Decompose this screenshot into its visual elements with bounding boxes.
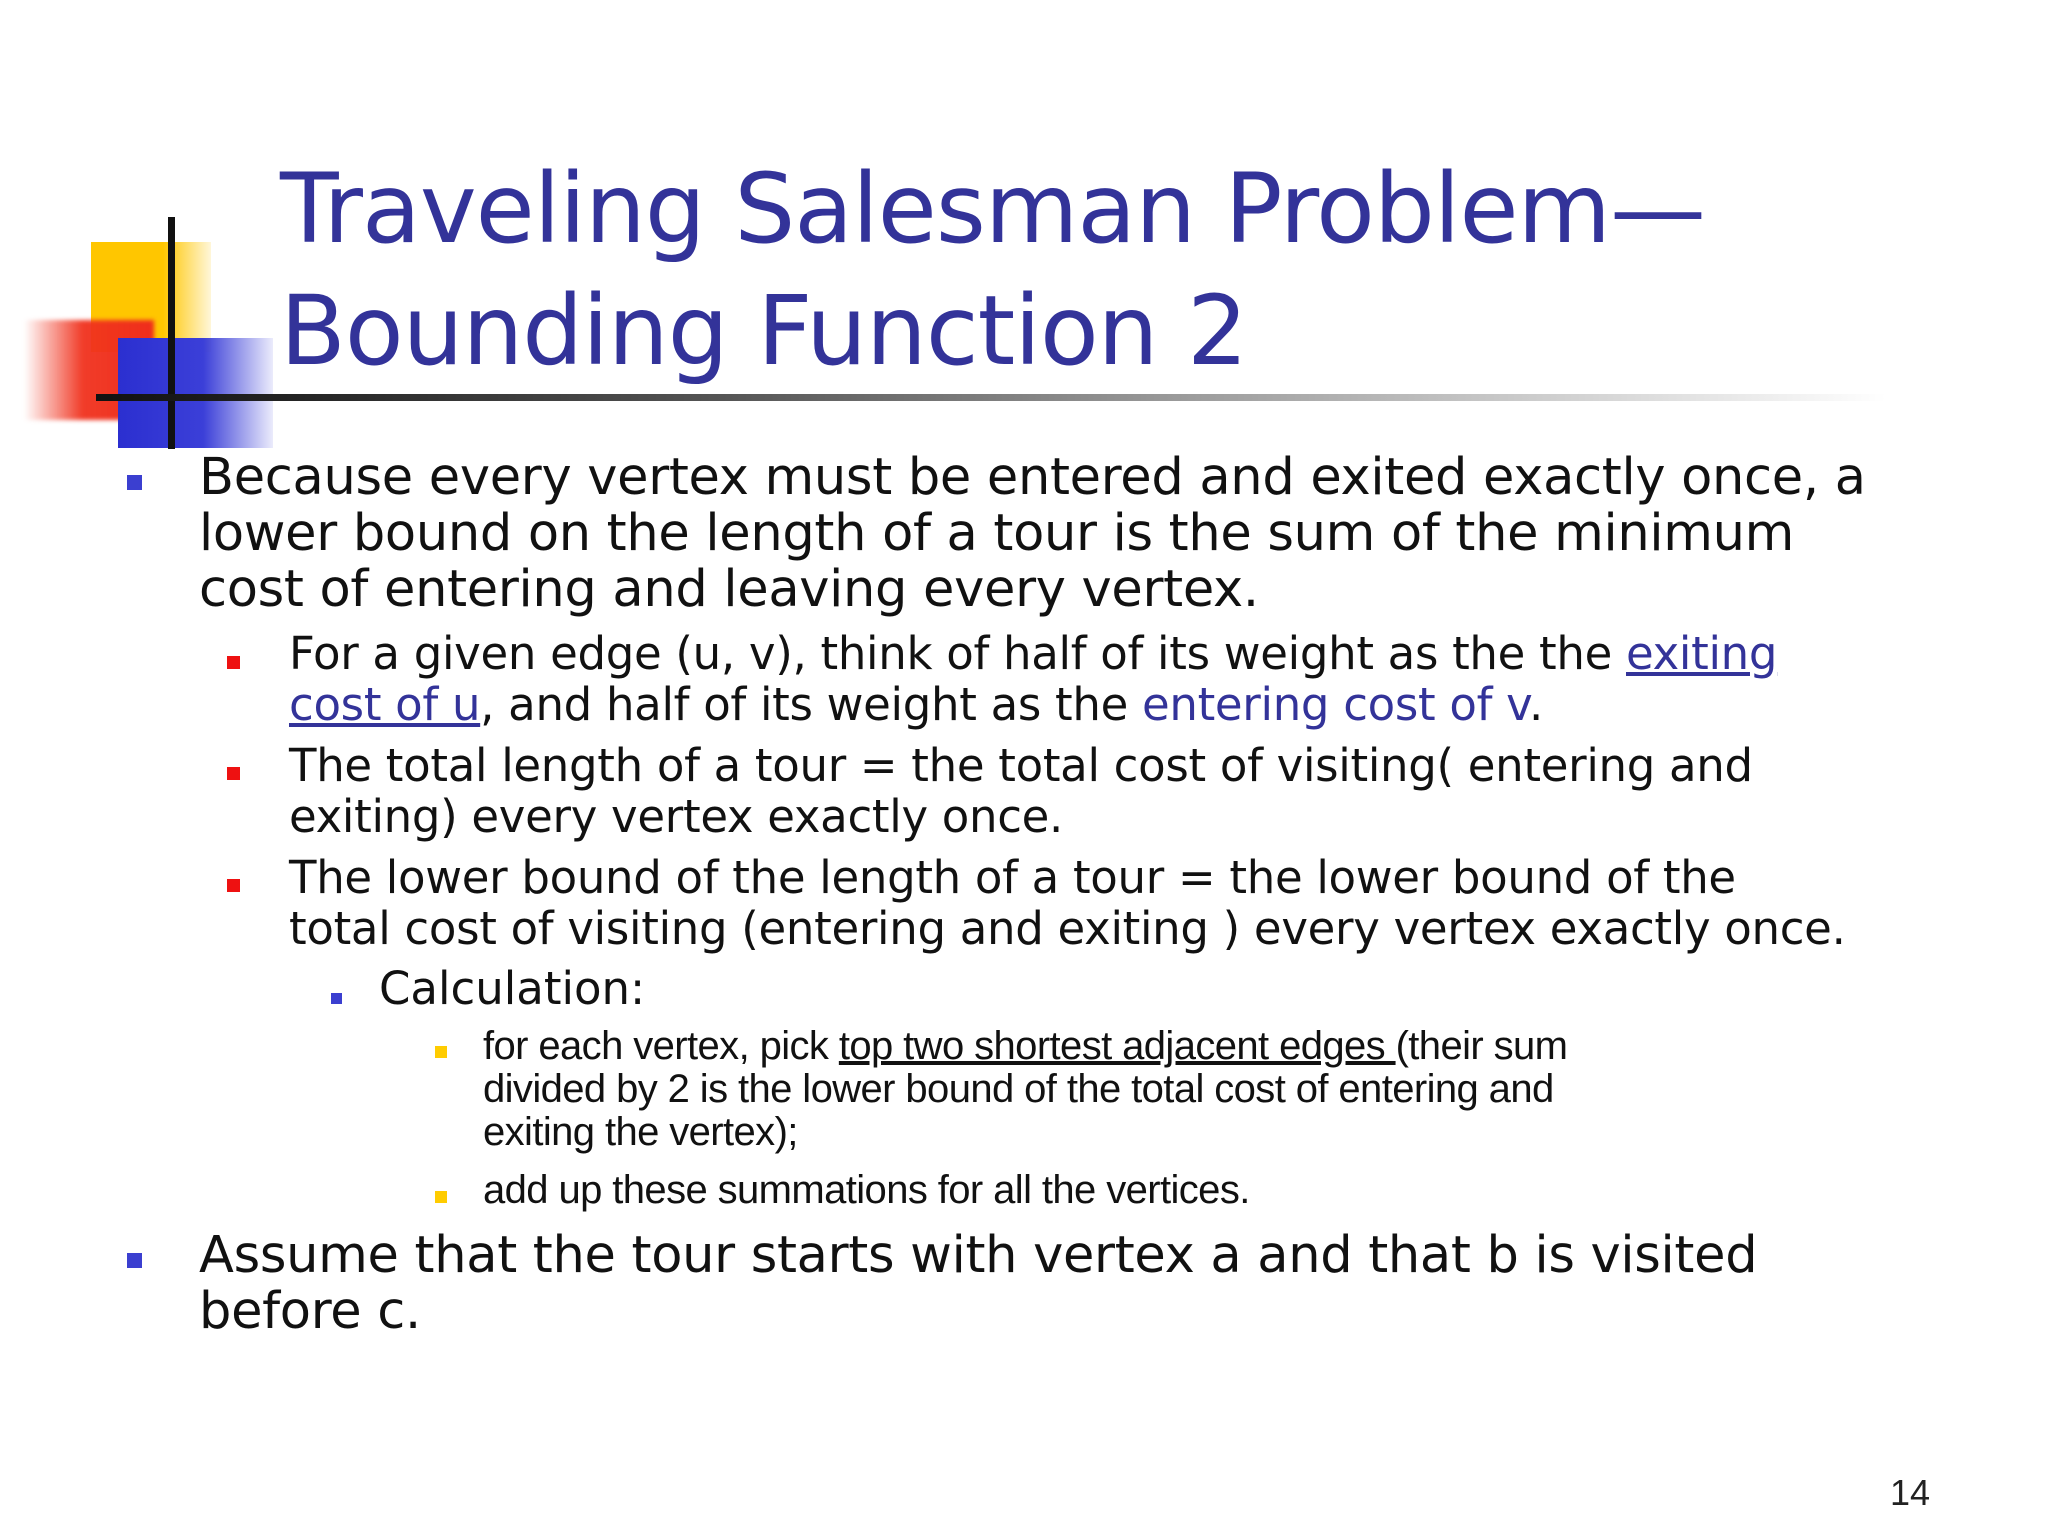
bullet-1-2-line-1: The total length of a tour = the total cost of visiting( entering and bbox=[289, 739, 1753, 792]
bullet-1-line-3: cost of entering and leaving every vertex. bbox=[199, 560, 1259, 619]
bullet-1-3-1-1-line-2: divided by 2 is the lower bound of the total cost of entering and bbox=[483, 1067, 1554, 1111]
bullet-1-3-line-1: The lower bound of the length of a tour = the lower bound of the bbox=[289, 851, 1736, 904]
bullet-1-3-line-2: total cost of visiting (entering and exiting ) every vertex exactly once. bbox=[289, 902, 1846, 955]
bullet-1-1-line-1 bbox=[289, 628, 1777, 679]
bullet-1-1-text-end: . bbox=[1528, 678, 1543, 731]
bullet-1-line-2: lower bound on the length of a tour is the sum of the minimum bbox=[199, 504, 1795, 563]
bullet-1-3-1-1-line-1 bbox=[483, 1025, 1567, 1068]
bullet-square-icon bbox=[227, 767, 240, 780]
underlined-phrase: top two shortest adjacent edges bbox=[838, 1024, 1396, 1068]
bullet-square-icon bbox=[227, 656, 240, 669]
title-underline-rule bbox=[96, 394, 1886, 401]
bullet-2-line-1: Assume that the tour starts with vertex a and that b is visited bbox=[199, 1226, 1758, 1285]
page-number: 14 bbox=[1890, 1472, 1931, 1513]
decorative-vertical-line bbox=[168, 217, 175, 449]
bullet-square-icon bbox=[435, 1046, 447, 1058]
title-line-1: Traveling Salesman Problem— bbox=[280, 153, 1706, 265]
calculation-label: Calculation: bbox=[379, 962, 646, 1015]
bullet-square-icon bbox=[127, 1253, 142, 1268]
bullet-1-3-1-2-text: add up these summations for all the vertices. bbox=[483, 1168, 1250, 1212]
bullet-1-3-1-1-line-3: exiting the vertex); bbox=[483, 1110, 798, 1154]
bullet-1-1-line-2 bbox=[289, 679, 1543, 730]
exiting-link[interactable]: exiting bbox=[1626, 627, 1778, 680]
bullet-square-icon bbox=[127, 475, 142, 490]
bullet-1-3-1-1-post: (their sum bbox=[1395, 1024, 1568, 1068]
title-line-2: Bounding Function 2 bbox=[280, 275, 1248, 387]
bullet-1-line-1: Because every vertex must be entered and exited exactly once, a bbox=[199, 448, 1866, 507]
entering-cost-highlight: entering cost of v bbox=[1141, 678, 1529, 731]
bullet-1-1-text: For a given edge (u, v), think of half of its weight as the the bbox=[289, 627, 1626, 680]
bullet-1-2-line-2: exiting) every vertex exactly once. bbox=[289, 790, 1064, 843]
bullet-square-icon bbox=[435, 1191, 447, 1203]
bullet-square-icon bbox=[331, 993, 342, 1004]
decorative-blue-square bbox=[118, 338, 273, 448]
bullet-2-line-2: before c. bbox=[199, 1282, 421, 1341]
bullet-1-1-text-mid: , and half of its weight as the bbox=[480, 678, 1142, 731]
slide-title bbox=[280, 148, 1980, 392]
cost-of-u-link[interactable]: cost of u bbox=[289, 678, 481, 731]
bullet-1-3-1-1-pre: for each vertex, pick bbox=[483, 1024, 839, 1068]
bullet-square-icon bbox=[227, 879, 240, 892]
